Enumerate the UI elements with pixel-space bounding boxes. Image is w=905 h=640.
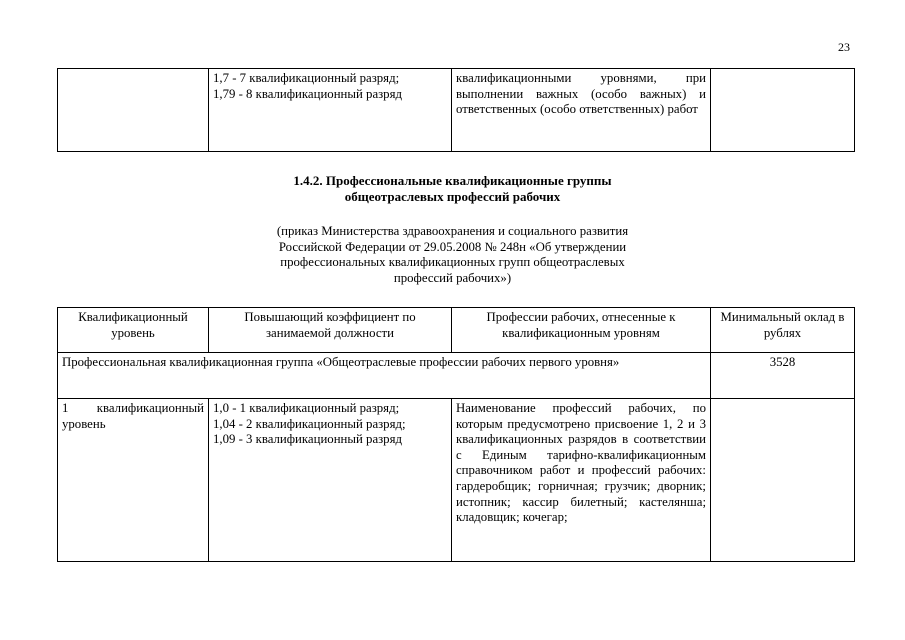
- coefficient-line: 1,7 - 7 квалификационный разряд;: [213, 71, 400, 85]
- coefficient-line: 1,79 - 8 квалификационный разряд: [213, 86, 402, 101]
- coefficient-line: 1,04 - 2 квалификационный разряд;: [213, 416, 406, 431]
- section-title: [0, 173, 905, 205]
- salary-cell: [711, 69, 855, 152]
- page-number: 23: [838, 40, 850, 54]
- group-name: Профессиональная квалификационная группа «Общеотраслевые профессии рабочих первого уровня»: [58, 353, 711, 399]
- order-line: профессиональных квалификационных групп общеотраслевых: [280, 255, 625, 270]
- professions-cell: [452, 399, 711, 562]
- professions-text: Наименование профессий рабочих, по которым предусмотрено присвоение 1, 2 и 3 квалификационных разрядов в соответствии с Единым тарифно-квалификационным справочником работ и профессий рабочих: гардеробщик; горничная; грузчик; дворник; истопник; кассир билетный; кастелянша; кладовщик; кочегар;: [456, 401, 706, 525]
- header-coefficient: Повышающий коэффициент по занимаемой должности: [209, 308, 452, 353]
- header-salary: Минимальный оклад в рублях: [711, 308, 855, 353]
- order-line: Российской Федерации от 29.05.2008 № 248н «Об утверждении: [278, 239, 627, 254]
- table-row: [58, 399, 855, 562]
- order-line: профессий рабочих»): [393, 270, 512, 285]
- section-title-line: 1.4.2. Профессиональные квалификационные группы: [293, 173, 612, 188]
- group-row: [58, 353, 855, 399]
- coefficient-line: 1,0 - 1 квалификационный разряд;: [213, 401, 400, 415]
- level-label-line: [62, 401, 204, 417]
- coefficient-cell: [209, 69, 452, 152]
- section-title-line: общеотраслевых профессий рабочих: [344, 189, 561, 204]
- qualification-table: [57, 307, 855, 562]
- level-word: квалификационный: [96, 401, 204, 415]
- group-salary: 3528: [711, 353, 855, 399]
- level-cell: [58, 69, 209, 152]
- table-header-row: [58, 308, 855, 353]
- table-row: [58, 69, 855, 152]
- header-professions: Профессии рабочих, отнесенные к квалификационным уровням: [452, 308, 711, 353]
- coefficient-line: 1,09 - 3 квалификационный разряд: [213, 432, 402, 447]
- professions-cell: квалификационными уровнями, при выполнении важных (особо важных) и ответственных (особо ответственных) работ: [452, 69, 711, 152]
- level-number: 1: [62, 401, 69, 415]
- level-word: уровень: [62, 416, 106, 431]
- order-line: (приказ Министерства здравоохранения и социального развития: [276, 224, 629, 238]
- coefficient-cell: [209, 399, 452, 562]
- order-reference: [0, 224, 905, 286]
- continuation-table: [57, 68, 855, 152]
- salary-cell: [711, 399, 855, 562]
- header-level: Квалификационный уровень: [58, 308, 209, 353]
- level-cell: [58, 399, 209, 562]
